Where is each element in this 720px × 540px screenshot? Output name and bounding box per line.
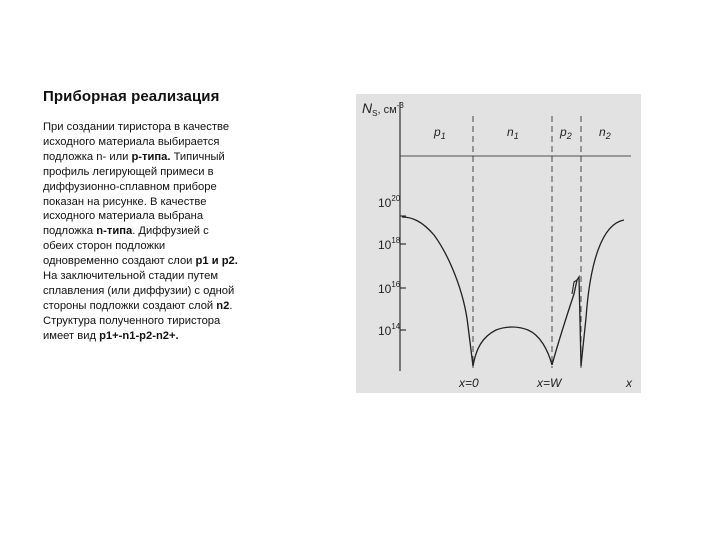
y-tick-label-20: $10^{20}$ (378, 194, 401, 210)
text-run: На заключительной стадии путем (43, 270, 219, 283)
region-label-n1: $n_1$ (507, 125, 519, 141)
paragraph-line (43, 120, 293, 135)
doping-profile-graphic (356, 94, 641, 393)
paragraph-line (43, 314, 293, 329)
bold-term: n2 (216, 299, 230, 312)
slide-title: Приборная реализация (43, 88, 220, 105)
profile-curve-p1 (402, 217, 473, 366)
paragraph-line (43, 284, 293, 299)
paragraph-line (43, 180, 293, 195)
text-run: обеих сторон подложки (43, 240, 166, 253)
text-run: имеет вид (43, 329, 100, 342)
region-label-p1: $p_1$ (434, 125, 446, 141)
text-run: исходного материала выбирается (43, 135, 220, 148)
text-run: исходного материала выбрана (43, 210, 204, 223)
text-run: При создании тиристора в качестве (43, 121, 230, 133)
y-tick-label-18: $10^{18}$ (378, 236, 401, 252)
paragraph-line (43, 209, 293, 224)
doping-profile-figure (356, 94, 641, 393)
x-marker-xw: x=W (537, 376, 562, 390)
text-run: одновременно создают слои (43, 255, 196, 268)
paragraph-line (43, 299, 293, 314)
bold-term: p-типа. (131, 150, 171, 163)
paragraph-line (43, 224, 293, 239)
bold-term: n-типа (96, 225, 133, 238)
text-run: . (229, 299, 233, 312)
x-marker-x0: x=0 (459, 376, 479, 390)
profile-curve-n2 (581, 220, 624, 366)
region-label-p2: $p_2$ (560, 125, 572, 141)
text-run: стороны подложки создают слой (43, 299, 217, 312)
y-tick-label-16: $10^{16}$ (378, 280, 401, 296)
region-label-n2: $n_2$ (599, 125, 611, 141)
profile-curve-n1 (473, 327, 552, 366)
y-tick-label-14: $10^{14}$ (378, 322, 401, 338)
paragraph-line (43, 195, 293, 210)
text-run: подложка (43, 225, 97, 238)
paragraph-line (43, 254, 293, 269)
paragraph-line (43, 135, 293, 150)
slide-paragraph (43, 120, 293, 344)
paragraph-line (43, 269, 293, 284)
text-run: диффузионно-сплавном приборе (43, 180, 217, 193)
text-run: подложка n- или (43, 150, 132, 163)
bold-term: p1 и p2. (195, 255, 238, 268)
text-run: сплавления (или диффузии) с одной (43, 284, 235, 297)
bold-term: p1+-n1-p2-n2+. (99, 329, 179, 342)
profile-curve-p2 (552, 277, 581, 366)
paragraph-line (43, 239, 293, 254)
x-axis-label: x (626, 376, 632, 390)
text-run: Типичный (170, 150, 225, 163)
text-run: Структура полученного тиристора (43, 314, 221, 327)
text-run: . Диффузией с (132, 225, 209, 238)
text-run: профиль легирующей примеси в (43, 165, 214, 178)
paragraph-line (43, 150, 293, 165)
paragraph-line (43, 165, 293, 180)
y-axis-label: $N_S$, $см^{-3}$ (362, 100, 404, 118)
paragraph-line (43, 329, 293, 344)
text-run: показан на рисунке. В качестве (43, 195, 207, 208)
